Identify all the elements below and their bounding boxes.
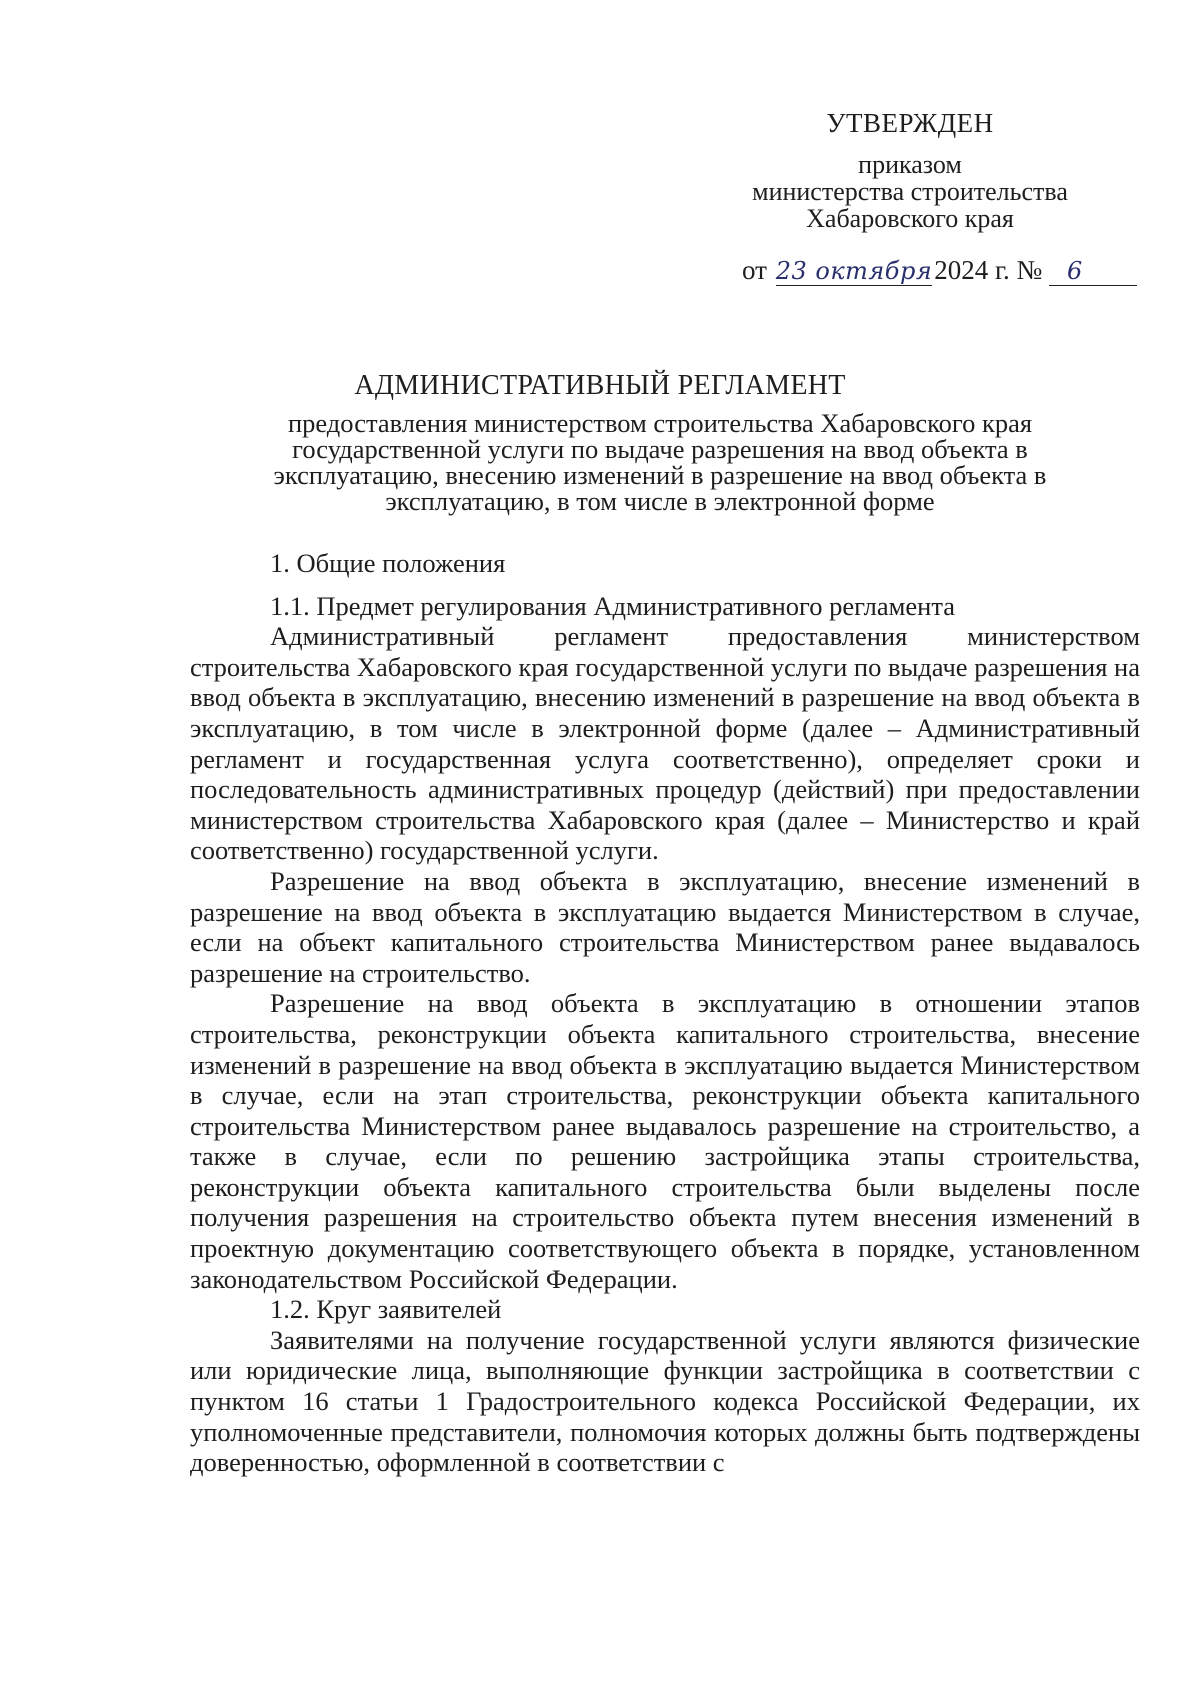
- subtitle-line: государственной услуги по выдаче разрешения на ввод объекта в: [292, 434, 1028, 464]
- approval-title: УТВЕРЖДЕН: [826, 108, 994, 138]
- subtitle-line: эксплуатацию, внесению изменений в разрешение на ввод объекта в: [273, 460, 1047, 490]
- approval-date-line: [742, 255, 1142, 286]
- document-body: [190, 548, 1140, 1478]
- approval-block: [700, 110, 1120, 232]
- year-number-label: 2024 г. №: [934, 255, 1043, 285]
- approval-line-region: Хабаровского края: [806, 204, 1014, 233]
- date-prefix: от: [742, 255, 767, 285]
- section-heading-subject: 1.1. Предмет регулирования Административного регламента: [270, 590, 955, 621]
- approval-line-order: приказом: [858, 150, 962, 179]
- approval-line-ministry: министерства строительства: [752, 177, 1068, 206]
- paragraph-permit-issuance: Разрешение на ввод объекта в эксплуатацию, внесение изменений в разрешение на ввод объекта в эксплуатацию выдается Министерством в случае, если на объект капитального строительства Министерством ранее выдавалось разрешение на строительство.: [190, 865, 1140, 988]
- paragraph-applicants: Заявителями на получение государственной услуги являются физические или юридические лица, выполняющие функции застройщика в соответствии с пунктом 16 статьи 1 Градостроительного кодекса Российской Федерации, их уполномоченные представители, полномочия которых должны быть подтверждены доверенностью, оформленной в соответствии с: [190, 1324, 1140, 1478]
- handwritten-date: 23 октября: [775, 257, 933, 285]
- section-heading-applicants: 1.2. Круг заявителей: [270, 1294, 502, 1325]
- paragraph-stage-permits: Разрешение на ввод объекта в эксплуатацию в отношении этапов строительства, реконструкции объекта капитального строительства, внесение изменений в разрешение на ввод объекта в эксплуатацию выдается Министерством в случае, если на этап строительства, реконструкции объекта капитального строительства Министерством ранее выдавалось разрешение на строительство, а также в случае, если по решению застройщика этапы строительства, реконструкции объекта капитального строительства были выделены после получения разрешения на строительство объекта путем внесения изменений в проектную документацию соответствующего объекта в порядке, установленном законодательством Российской Федерации.: [190, 988, 1140, 1294]
- section-heading-general: 1. Общие положения: [270, 548, 506, 578]
- subtitle-line: эксплуатацию, в том числе в электронной форме: [385, 486, 935, 516]
- document-title: АДМИНИСТРАТИВНЫЙ РЕГЛАМЕНТ: [354, 370, 846, 401]
- paragraph-regulation-scope: Административный регламент предоставления министерством строительства Хабаровского края государственной услуги по выдаче разрешения на ввод объекта в эксплуатацию, внесению изменений в разрешение на ввод объекта в эксплуатацию, в том числе в электронной форме (далее – Административный регламент и государственная услуга соответственно), определяет сроки и последовательность административных процедур (действий) при предоставлении министерством строительства Хабаровского края (далее – Министерство и край соответственно) государственной услуги.: [190, 621, 1140, 866]
- document-subtitle: [220, 410, 1100, 514]
- subtitle-line: предоставления министерством строительства Хабаровского края: [287, 408, 1033, 438]
- handwritten-order-number: 6: [1049, 257, 1137, 286]
